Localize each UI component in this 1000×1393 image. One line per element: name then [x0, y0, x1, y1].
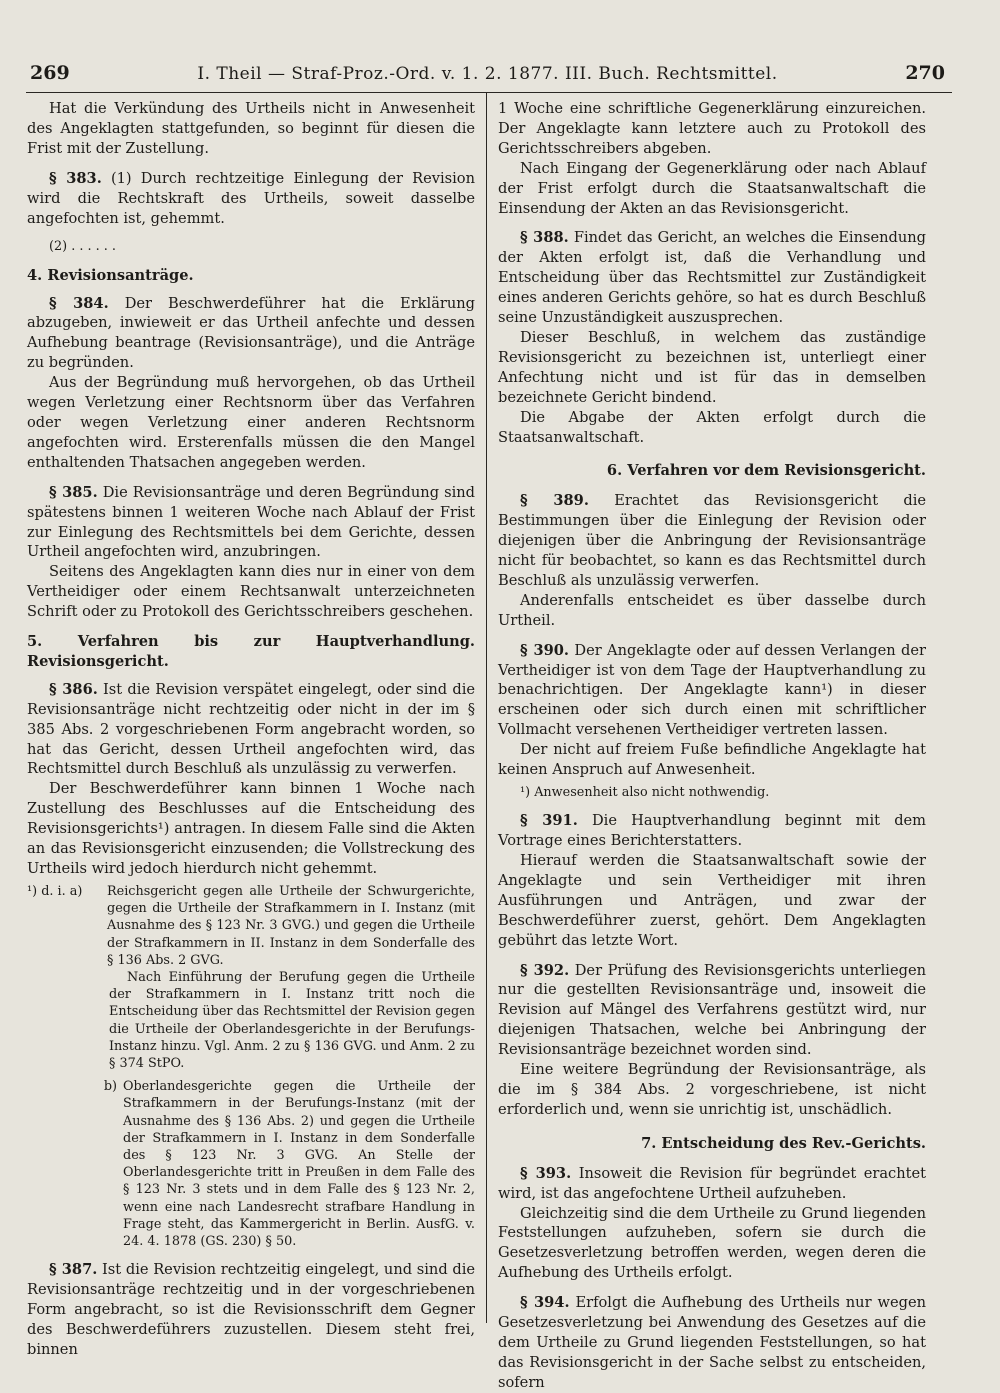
- footnote-label: ¹) d. i. a): [27, 883, 83, 899]
- section-393-para-2: Gleichzeitig sind die dem Urtheile zu Grund liegenden Feststellungen aufzuheben, sofern sie durch die Gesetzesverletzung betroffen werden, wegen deren die Aufhebung des Urtheils erfolgt.: [498, 1204, 926, 1282]
- section-number: § 386.: [49, 680, 98, 698]
- section-384-para-2: Aus der Begründung muß hervorgehen, ob das Urtheil wegen Verletzung einer Rechtsnorm über das Verfahren oder wegen Verletzung einer anderen Rechtsnorm angefochten wird. Ersterenfalls müssen die den Mangel enthaltenden Thatsachen angegeben werden.: [27, 374, 475, 471]
- section-number: § 383.: [49, 169, 102, 187]
- section-393: [498, 1164, 926, 1204]
- section-388-para-3: Die Abgabe der Akten erfolgt durch die Staatsanwaltschaft.: [498, 408, 926, 446]
- section-number: § 387.: [49, 1261, 98, 1279]
- section-390: [498, 641, 926, 741]
- section-392-para-2: Eine weitere Begründung der Revisionsanträge, als die im § 384 Abs. 2 vorgeschriebene, ist nicht erforderlich und, wenn sie unrichtig ist, unschädlich.: [498, 1061, 926, 1118]
- section-388: [498, 228, 926, 328]
- section-number: § 390.: [520, 641, 569, 659]
- section-394: [498, 1293, 926, 1393]
- section-number: § 385.: [49, 483, 98, 501]
- section-391: [498, 811, 926, 851]
- footnote-item-a: [27, 883, 475, 969]
- footnote-label: b): [103, 1079, 117, 1095]
- footnote-text: Reichsgericht gegen alle Urtheile der Schwurgerichte, gegen die Urtheile der Strafkammern in I. Instanz (mit Ausnahme des § 123 Nr. 3 GVG.) und gegen die Urtheile der Strafkammern in II. Instanz in dem Sonderfalle des § 136 Abs. 2 GVG.: [107, 883, 475, 968]
- running-title: I. Theil — Straf-Proz.-Ord. v. 1. 2. 1877. III. Buch. Rechtsmittel.: [197, 64, 778, 84]
- section-392: [498, 961, 926, 1061]
- section-number: § 384.: [49, 294, 109, 312]
- section-number: § 394.: [520, 1294, 570, 1312]
- section-387: [27, 1260, 475, 1360]
- footnote-386: [27, 883, 475, 1250]
- section-number: § 389.: [520, 492, 589, 510]
- section-384: [27, 294, 475, 374]
- section-text: Die Hauptverhandlung beginnt mit dem Vortrage eines Berichterstatters.: [498, 812, 927, 850]
- continued-paragraph-2: Nach Eingang der Gegenerklärung oder nach Ablauf der Frist erfolgt durch die Staatsanwaltschaft die Einsendung der Akten an das Revisionsgericht.: [498, 159, 926, 217]
- section-388-para-2: Dieser Beschluß, in welchem das zuständige Revisionsgericht zu bezeichnen ist, unterliegt einer Anfechtung nicht und ist für das in demselben bezeichnete Gericht bindend.: [498, 328, 926, 406]
- section-number: § 392.: [520, 961, 570, 979]
- section-text: Erachtet das Revisionsgericht die Bestimmungen über die Einlegung der Revision oder diejenigen über die Anbringung der Revisionsanträge nicht für beobachtet, so kann es das Rechtsmittel durch Beschluß als unzulässig verwerfen.: [498, 492, 927, 589]
- heading-verfahren-revisionsgericht: 6. Verfahren vor dem Revisionsgericht.: [606, 462, 926, 480]
- footnote-subparagraph: Nach Einführung der Berufung gegen die Urtheile der Strafkammern in I. Instanz tritt noch die Entscheidung über das Rechtsmittel der Revision gegen die Urtheile der Oberlandesgerichte in der Berufungs-Instanz hinzu. Vgl. Anm. 2 zu § 136 GVG. und Anm. 2 zu § 374 StPO.: [109, 969, 475, 1071]
- right-column: [498, 99, 926, 1393]
- section-383: [27, 169, 475, 229]
- section-text: Die Revisionsanträge und deren Begründung sind spätestens binnen 1 weiteren Woche nach Ablauf der Frist zur Einlegung des Rechtsmittels bei dem Gerichte, dessen Urtheil angefochten wird, anzubringen.: [27, 483, 475, 561]
- section-text: Der Beschwerdeführer hat die Erklärung abzugeben, inwieweit er das Urtheil anfechte und dessen Aufhebung beantrage (Revisionsanträge), und die Anträge zu begründen.: [27, 294, 476, 372]
- heading-revisionsantraege: 4. Revisionsanträge.: [27, 266, 194, 284]
- section-389-para-2: Anderenfalls entscheidet es über dasselbe durch Urtheil.: [498, 591, 926, 629]
- section-text: Ist die Revision rechtzeitig eingelegt, und sind die Revisionsanträge rechtzeitig und in der vorgeschriebenen Form angebracht, so ist die Revisionsschrift dem Gegner des Beschwerdeführers zuzustellen. Diesem steht frei, binnen: [27, 1261, 476, 1358]
- section-number: § 388.: [520, 229, 569, 247]
- section-text: Findet das Gericht, an welches die Einsendung der Akten erfolgt ist, daß die Verhandlung und Entscheidung über das Rechtsmittel zur Zuständigkeit eines anderen Gerichts gehöre, so hat es durch Beschluß seine Unzuständigkeit auszusprechen.: [498, 229, 927, 327]
- header-rule: [26, 92, 952, 93]
- left-column: [27, 99, 475, 1360]
- running-header: [30, 62, 945, 92]
- continued-paragraph: 1 Woche eine schriftliche Gegenerklärung einzureichen. Der Angeklagte kann letztere auch zu Protokoll des Gerichtsschreibers abgeben.: [498, 100, 926, 157]
- section-385-para-2: Seitens des Angeklagten kann dies nur in einer von dem Vertheidiger oder einem Rechtsanwalt unterzeichneten Schrift oder zu Protokoll des Gerichtsschreibers geschehen.: [27, 563, 475, 621]
- right-page-number: 270: [905, 62, 945, 84]
- heading-verfahren-hauptverhandlung: 5. Verfahren bis zur Hauptverhandlung. Revisionsgericht.: [27, 633, 475, 670]
- section-text: Erfolgt die Aufhebung des Urtheils nur wegen Gesetzesverletzung bei Anwendung des Gesetzes auf die dem Urtheile zu Grund liegenden Feststellungen, so hat das Revisionsgericht in der Sache selbst zu entscheiden, sofern: [498, 1294, 926, 1391]
- footnote-item-b: [27, 1078, 475, 1250]
- section-389: [498, 491, 926, 591]
- left-page-number: 269: [30, 62, 70, 84]
- section-text: Ist die Revision verspätet eingelegt, oder sind die Revisionsanträge nicht rechtzeitig oder nicht in der im § 385 Abs. 2 vorgeschriebenen Form angebracht worden, so hat das Gericht, dessen Urtheil angefochten wird, das Rechtsmittel durch Beschluß als unzulässig zu verwerfen.: [27, 680, 475, 778]
- section-text: Insoweit die Revision für begründet erachtet wird, ist das angefochtene Urtheil aufzuheben.: [498, 1164, 926, 1202]
- section-390-para-2: Der nicht auf freiem Fuße befindliche Angeklagte hat keinen Anspruch auf Anwesenheit.: [498, 741, 926, 779]
- section-text: Der Angeklagte oder auf dessen Verlangen der Vertheidiger ist von dem Tage der Hauptverhandlung zu benachrichtigen. Der Angeklagte kann¹) in dieser erscheinen oder sich durch einen mit schriftlicher Vollmacht versehenen Vertheidiger vertreten lassen.: [498, 641, 927, 739]
- footnote-390: ¹) Anwesenheit also nicht nothwendig.: [520, 785, 770, 800]
- section-386: [27, 680, 475, 780]
- section-383-para-2: (2) . . . . . .: [49, 239, 116, 255]
- section-text: (1) Durch rechtzeitige Einlegung der Revision wird die Rechtskraft des Urtheils, soweit dasselbe angefochten ist, gehemmt.: [27, 169, 475, 227]
- section-number: § 393.: [520, 1164, 572, 1182]
- section-391-para-2: Hierauf werden die Staatsanwaltschaft sowie der Angeklagte und sein Vertheidiger mit ihren Ausführungen und Anträgen, und zwar der Beschwerdeführer zuerst, gehört. Dem Angeklagten gebührt das letzte Wort.: [498, 852, 926, 949]
- intro-paragraph: Hat die Verkündung des Urtheils nicht in Anwesenheit des Angeklagten stattgefunden, so beginnt für diesen die Frist mit der Zustellung.: [27, 100, 475, 157]
- section-385: [27, 483, 475, 563]
- section-386-para-2: Der Beschwerdeführer kann binnen 1 Woche nach Zustellung des Beschlusses auf die Entscheidung des Revisionsgerichts¹) antragen. In diesem Falle sind die Akten an das Revisionsgericht einzusenden; die Vollstreckung des Urtheils wird jedoch hierdurch nicht gehemmt.: [27, 780, 475, 878]
- section-text: Der Prüfung des Revisionsgerichts unterliegen nur die gestellten Revisionsanträge und, insoweit die Revision auf Mängel des Verfahrens gestützt wird, nur diejenigen Thatsachen, welche bei Anbringung der Revisionsanträge bezeichnet worden sind.: [498, 961, 926, 1059]
- footnote-text: Oberlandesgerichte gegen die Urtheile der Strafkammern in der Berufungs-Instanz (mit der Ausnahme des § 136 Abs. 2) und gegen die Urtheile der Strafkammern in I. Instanz in dem Sonderfalle des § 123 Nr. 3 GVG. An Stelle der Oberlandesgerichte tritt in Preußen in dem Falle des § 123 Nr. 3 stets und in dem Falle des § 123 Nr. 2, wenn eine nach Landesrecht strafbare Handlung in Frage steht, das Kammergericht in Berlin. AusfG. v. 24. 4. 1878 (GS. 230) § 50.: [123, 1079, 475, 1249]
- section-number: § 391.: [520, 812, 578, 830]
- column-divider: [486, 93, 487, 1323]
- heading-entscheidung: 7. Entscheidung des Rev.-Gerichts.: [641, 1134, 926, 1152]
